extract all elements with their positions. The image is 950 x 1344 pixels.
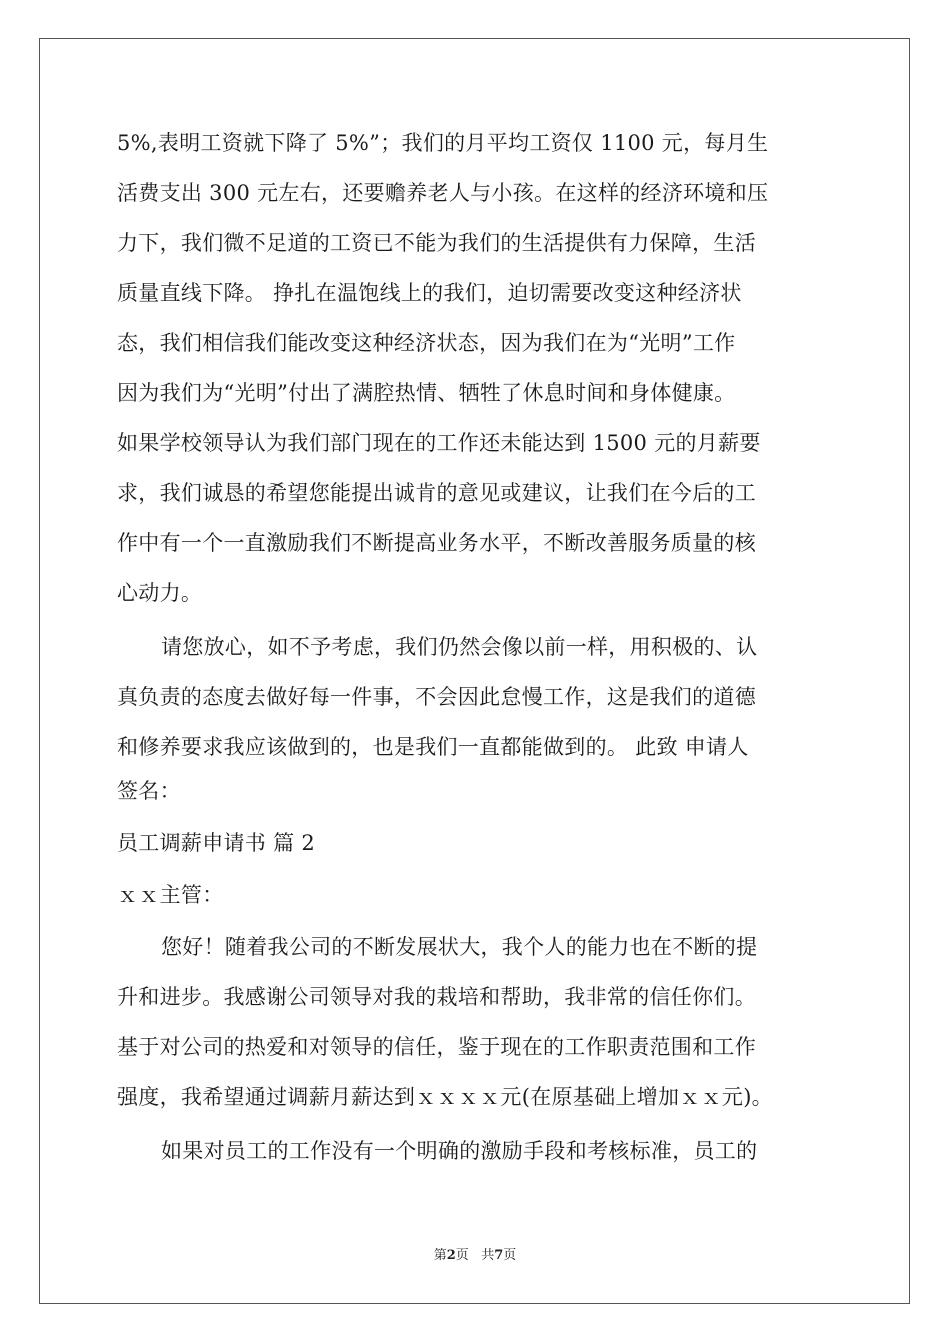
text-line: 和修养要求我应该做到的，也是我们一直都能做到的。 此致 申请人: [117, 735, 749, 759]
text-line: 求，我们诚恳的希望您能提出诚肯的意见或建议，让我们在今后的工: [117, 481, 756, 505]
text-line: 升和进步。我感谢公司领导对我的栽培和帮助，我非常的信任你们。: [117, 985, 756, 1009]
text-line: 态，我们相信我们能改变这种经济状态，因为我们在为“光明”工作: [117, 331, 736, 355]
total-prefix: 共: [481, 1248, 495, 1263]
total-pages: 7: [494, 1248, 504, 1263]
page-prefix: 第: [433, 1248, 447, 1263]
section-heading: 员工调薪申请书 篇 2: [117, 831, 316, 855]
paragraph-start-line: 如果对员工的工作没有一个明确的激励手段和考核标准，员工的: [161, 1139, 758, 1163]
text-line: 真负责的态度去做好每一件事，不会因此怠慢工作，这是我们的道德: [117, 685, 756, 709]
page-number: 2: [446, 1248, 456, 1263]
paragraph-start-line: 您好！随着我公司的不断发展状大，我个人的能力也在不断的提: [161, 935, 758, 959]
text-line: 如果学校领导认为我们部门现在的工作还未能达到 1500 元的月薪要: [117, 431, 761, 455]
text-line: 强度，我希望通过调薪月薪达到ｘｘｘｘ元(在原基础上增加ｘｘ元)。: [117, 1085, 773, 1109]
text-line: 质量直线下降。 挣扎在温饱线上的我们，迫切需要改变这种经济状: [117, 281, 742, 305]
text-line: 5%,表明工资就下降了 5%”；我们的月平均工资仅 1100 元，每月生: [117, 131, 769, 155]
paragraph-start-line: 请您放心，如不予考虑，我们仍然会像以前一样，用积极的、认: [161, 635, 758, 659]
text-line: 因为我们为“光明”付出了满腔热情、牺牲了休息时间和身体健康。: [117, 381, 736, 405]
salutation: ｘｘ主管：: [117, 883, 224, 907]
text-line: 活费支出 300 元左右，还要赡养老人与小孩。在这样的经济环境和压: [117, 181, 769, 205]
text-line: 作中有一个一直激励我们不断提高业务水平，不断改善服务质量的核: [117, 531, 756, 555]
page-footer: [0, 1244, 950, 1263]
text-line: 力下，我们微不足道的工资已不能为我们的生活提供有力保障，生活: [117, 231, 756, 255]
text-line: 心动力。: [117, 581, 203, 605]
page-suffix: 页: [455, 1248, 469, 1263]
total-suffix: 页: [503, 1248, 517, 1263]
text-line: 基于对公司的热爱和对领导的信任，鉴于现在的工作职责范围和工作: [117, 1035, 756, 1059]
text-line: 签名：: [117, 779, 181, 803]
